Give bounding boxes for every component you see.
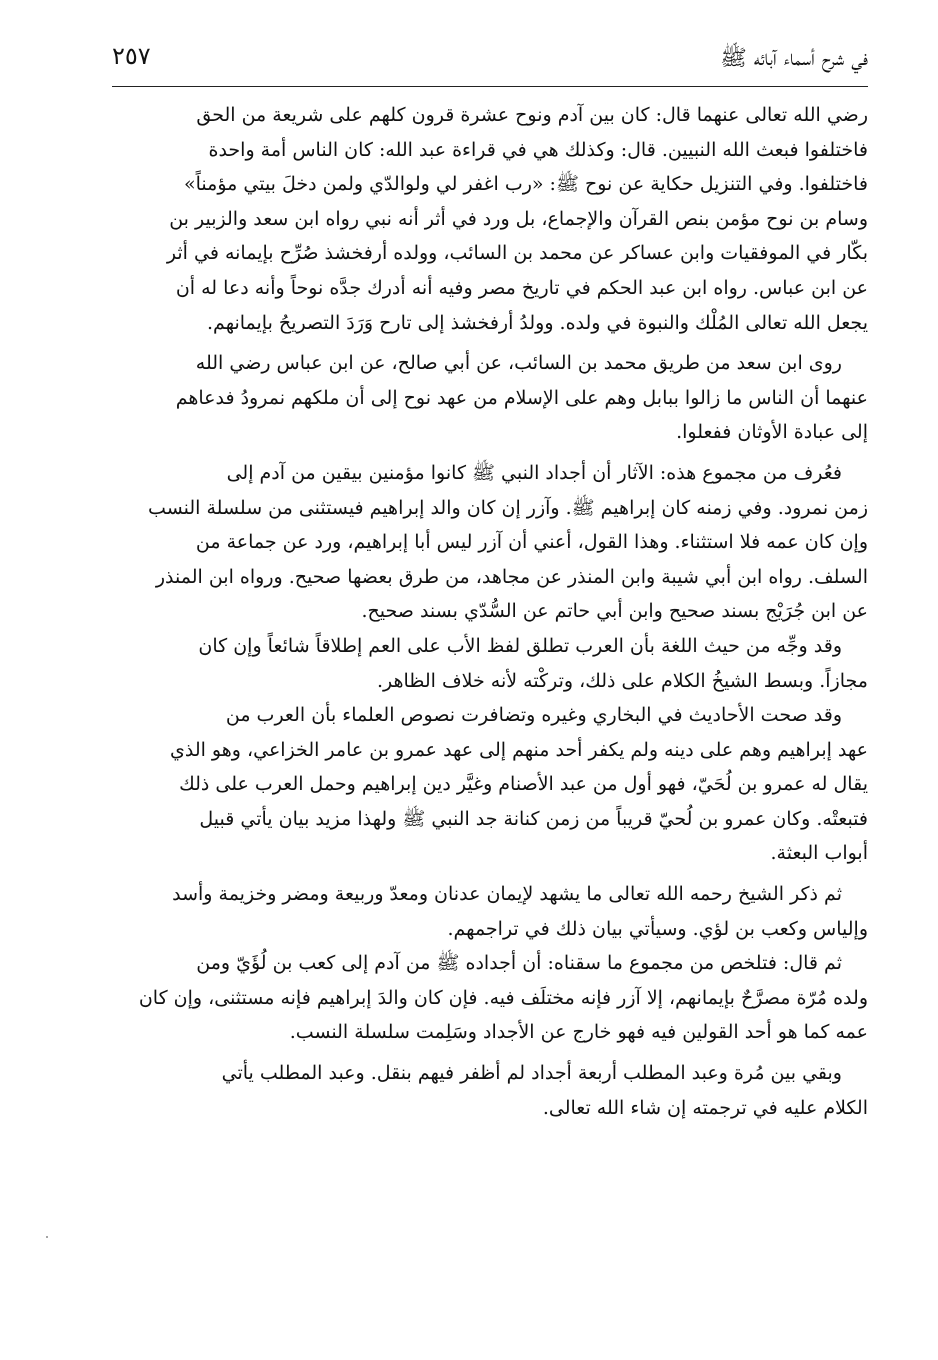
text-line: وسام بن نوح مؤمن بنص القرآن والإجماع، بل ورد في أثر أنه نبي رواه ابن سعد والزبير بن bbox=[169, 207, 868, 230]
paragraph-4 bbox=[112, 629, 868, 698]
text-line: أبواب البعثة. bbox=[770, 842, 868, 865]
scan-speck bbox=[46, 1236, 48, 1238]
text-line: الكلام عليه في ترجمته إن شاء الله تعالى. bbox=[542, 1096, 868, 1119]
text-line: وإن كان عمه فلا استثناء. وهذا القول، أعني أن آزر ليس أبا إبراهيم، ورد عن جماعة من bbox=[195, 531, 868, 554]
paragraph-1 bbox=[112, 98, 868, 340]
text-line: يقال له عمرو بن لُحَيّ، فهو أول من عبد الأصنام وغيَّر دين إبراهيم وحمل العرب على ذلك bbox=[179, 773, 868, 796]
text-line: وقد وجِّه من حيث اللغة بأن العرب تطلق لفظ الأب على العم إطلاقاً شائعاً وإن كان bbox=[198, 634, 842, 657]
text-line: عنهما أن الناس ما زالوا ببابل وهم على الإسلام من عهد نوح إلى أن ملكهم نمرودُ فدعاهم bbox=[175, 386, 868, 409]
paragraph-5 bbox=[112, 698, 868, 871]
text-line: روى ابن سعد من طريق محمد بن السائب، عن أبي صالح، عن ابن عباس رضي الله bbox=[195, 352, 842, 375]
text-line: السلف. رواه ابن أبي شيبة وابن المنذر عن مجاهد، من طرق بعضها صحيح. ورواه ابن المنذر bbox=[155, 565, 868, 588]
page-header bbox=[112, 38, 868, 82]
text-line: فعُرف من مجموع هذه: الآثار أن أجداد النبي ﷺ كانوا مؤمنين بيقين من آدم إلى bbox=[226, 461, 842, 484]
paragraph-7 bbox=[112, 946, 868, 1050]
text-line: ثم قال: فتلخص من مجموع ما سقناه: أن أجداده ﷺ من آدم إلى كعب بن لُؤَيّ ومن bbox=[196, 952, 842, 975]
text-line: ثم ذكر الشيخ رحمه الله تعالى ما يشهد لإيمان عدنان ومعدّ وربيعة ومضر وخزيمة وأسد bbox=[172, 883, 842, 906]
text-line: عن ابن جُرَيْج بسند صحيح وابن أبي حاتم عن السُّدّي بسند صحيح. bbox=[361, 600, 868, 623]
paragraph-8 bbox=[112, 1056, 868, 1125]
text-line: بكّار في الموفقيات وابن عساكر عن محمد بن السائب، وولده أرفخشذ صُرِّح بإيمانه في أثر bbox=[166, 242, 868, 265]
text-line: وبقي بين مُرة وعبد المطلب أربعة أجداد لم أظفر فيهم بنقل. وعبد المطلب يأتي bbox=[221, 1062, 842, 1085]
page-number: ٢٥٧ bbox=[112, 42, 151, 70]
text-line: وإلياس وكعب بن لؤي. وسيأتي بيان ذلك في تراجمهم. bbox=[447, 917, 868, 940]
text-line: فتبعتْه. وكان عمرو بن لُحيّ قريباً من زمن كنانة جد النبي ﷺ ولهذا مزيد بيان يأتي قبيل bbox=[199, 807, 868, 830]
text-line: إلى عبادة الأوثان ففعلوا. bbox=[676, 421, 868, 444]
paragraph-3 bbox=[112, 456, 868, 629]
text-line: زمن نمرود. وفي زمنه كان إبراهيم ﷺ. وآزر إن كان والد إبراهيم فيستثنى من سلسلة النسب bbox=[148, 496, 868, 519]
text-line: مجازاً. وبسط الشيخُ الكلام على ذلك، وتركْته لأنه خلاف الظاهر. bbox=[376, 669, 868, 692]
text-line: عمه كما هو أحد القولين فيه فهو خارج عن الأجداد وسَلِمت سلسلة النسب. bbox=[289, 1021, 868, 1044]
body-text bbox=[112, 98, 868, 1125]
paragraph-2 bbox=[112, 346, 868, 450]
text-line: وقد صحت الأحاديث في البخاري وغيره وتضافرت نصوص العلماء بأن العرب من bbox=[225, 704, 842, 727]
paragraph-6 bbox=[112, 877, 868, 946]
text-line: فاختلفوا. وفي التنزيل حكاية عن نوح ﷺ: «رب اغفر لي ولوالدّي ولمن دخلَ بيتي مؤمناً» bbox=[184, 173, 868, 196]
header-rule bbox=[112, 86, 868, 87]
text-line: رضي الله تعالى عنهما قال: كان بين آدم ونوح عشرة قرون كلهم على شريعة من الحق bbox=[196, 104, 868, 126]
text-line: يجعل الله تعالى المُلْك والنبوة في ولده. وولدُ أرفخشذ إلى تارح وَرَدَ التصريحُ بإيمانهم. bbox=[207, 311, 868, 334]
text-line: فاختلفوا فبعث الله النبيين. قال: وكذلك هي في قراءة عبد الله: كان الناس أمة واحدة bbox=[208, 138, 868, 161]
text-line: ولده مُرّة مصرَّحٌ بإيمانهم، إلا آزر فإنه مختلَف فيه. فإن كان والدَ إبراهيم فإنه مستثنى، وإن كان bbox=[138, 986, 868, 1009]
text-line: عن ابن عباس. رواه ابن عبد الحكم في تاريخ مصر وفيه أنه أدرك جدَّه نوحاً وأنه دعا له أن bbox=[175, 276, 868, 299]
text-line: عهد إبراهيم وهم على دينه ولم يكفر أحد منهم إلى عهد عمرو بن عامر الخزاعي، وهو الذي bbox=[169, 738, 868, 761]
running-title: في شرح أسماء آبائه ﷺ bbox=[720, 46, 868, 71]
